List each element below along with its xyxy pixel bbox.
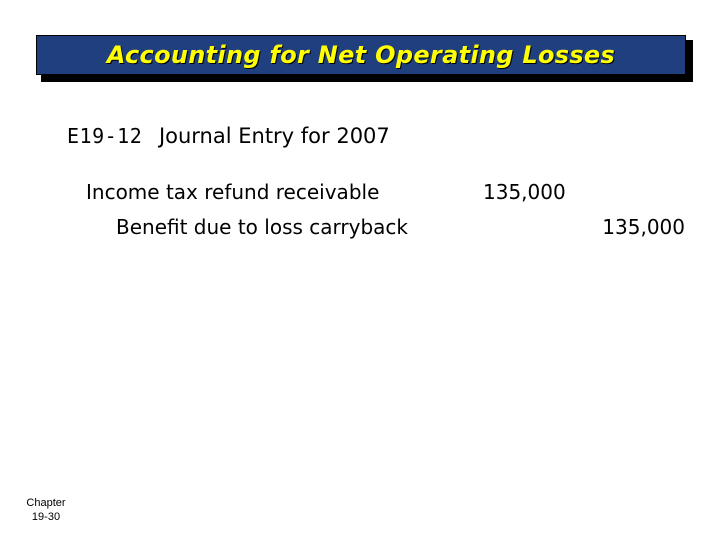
debit-amount: 135,000 <box>483 180 566 204</box>
exercise-code: E19-12 <box>67 124 143 148</box>
page-number: 19-30 <box>31 511 61 523</box>
title-banner <box>36 35 686 75</box>
debit-account: Income tax refund receivable <box>86 180 380 204</box>
exercise-heading <box>67 124 390 148</box>
credit-account: Benefit due to loss carryback <box>116 215 408 239</box>
chapter-label: Chapter <box>26 497 66 509</box>
exercise-title: Journal Entry for 2007 <box>158 124 390 148</box>
credit-amount: 135,000 <box>602 215 685 239</box>
slide-title: Accounting for Net Operating Losses <box>106 41 616 69</box>
slide-footer <box>12 496 80 524</box>
